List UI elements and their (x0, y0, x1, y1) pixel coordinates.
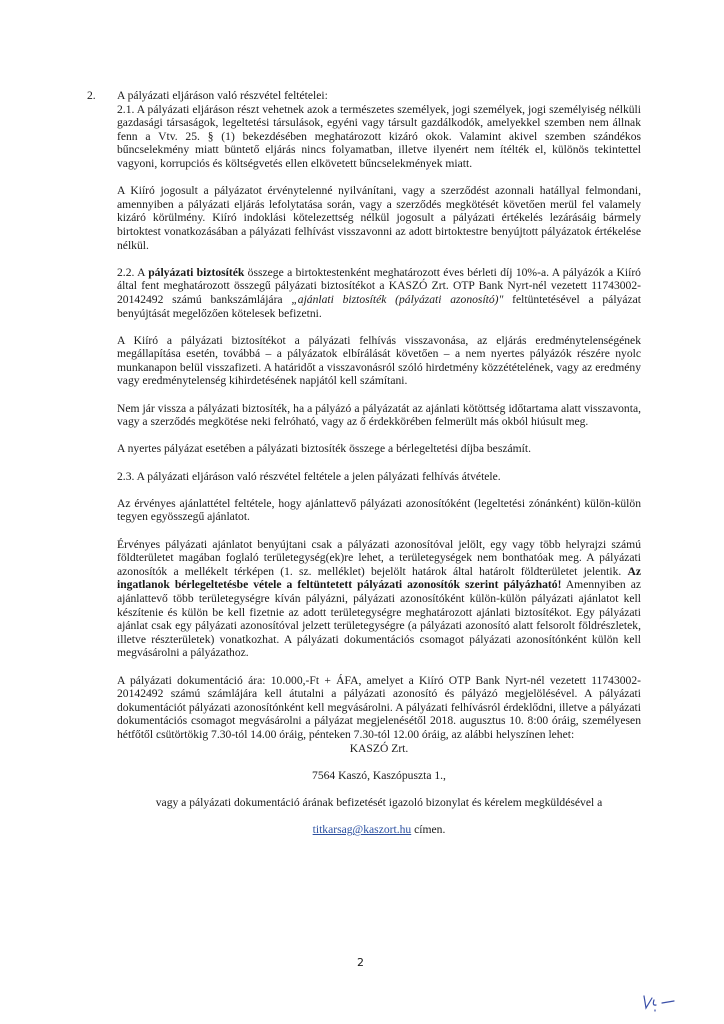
p22-middle: összege a birtoktestenként meghatározott éves bérleti díj 10%-a. A pályázók a Kiíró által fent meghatározott összegű pályázati biztosítékot a KASZÓ Zrt. OTP Bank Nyrt-nél vezetett 11743002-20142492 számú bankszámlájára (117, 265, 641, 306)
address-alt-text: vagy a pályázati dokumentáció árának befizetését igazoló bizonylat és kérelem megküldésével a (155, 795, 603, 809)
email-link[interactable]: titkarsag@kaszort.hu (312, 823, 412, 837)
email-suffix: címen. (411, 823, 446, 837)
page-number: 2 (357, 956, 364, 969)
p22-suffix: feltüntetésével a pályázat benyújtását megelőzően kötelesek befizetni. (117, 292, 642, 320)
address-street: 7564 Kaszó, Kaszópuszta 1., (312, 768, 446, 782)
p22-prefix: 2.2. A (117, 265, 149, 279)
paragraph-ervenyes-ajanlat (117, 538, 641, 660)
paragraph-nem-jar-vissza: Nem jár vissza a pályázati biztosíték, ha a pályázó a pályázatát az ajánlati kötöttség időtartama alatt visszavonta, vagy a szerződés megkötése neki felróható, vagy az ő érdekkörében felmerült más okból hiúsult meg. (117, 401, 641, 429)
address-email-line (117, 823, 641, 837)
paragraph-dokumentacio: A pályázati dokumentáció ára: 10.000,-Ft + ÁFA, amelyet a Kiíró OTP Bank Nyrt-nél vezetett 11743002-20142492 számú számlájára kell átutalni a pályázati azonosító és pályázó megjelölésével. A pályázati dokumentációt pályázati azonosítónként kell megvásárolni. A pályázati felhívásról érdeklődni, illetve a pályázati dokumentációs csomagot megvásárolni a pályázat megjelenésétől 2018. augusztus 10. 8:00 óráig, személyesen hétfőtől csütörtökig 7.30-tól 14.00 óráig, pénteken 7.30-tól 12.00 óráig, az alábbi helyszínen lehet: (117, 673, 641, 741)
paragraph-2-2 (117, 266, 641, 320)
ervenyes-part1: Érvényes pályázati ajánlatot benyújtani csak a pályázati azonosítóval jelölt, egy vagy több helyrajzi számú földterületet magában foglaló területegység(ek)re lehet, a területegységek nem bonthatóak meg. A pályázati azonosítók a mellékelt térképen (1. sz. melléklet) bejelölt határok által határolt földterületet jelentik. (117, 537, 641, 578)
ervenyes-part2: Amennyiben az ajánlattevő több területegységre kíván pályázni, pályázati azonosítóként külön-külön pályázati ajánlatot kell készítenie és külön be kell fizetnie az adott területegységre meghatározott ajánlati biztosítékot. Egy pályázati ajánlat csak egy pályázati azonosítóval jelzett területegységre (a pályázati azonosító alatt felsorolt földrészletek, illetve részterületek) vonatkozhat. A pályázati dokumentációs csomagot pályázati azonosítónként külön kell megvásárolni a pályázathoz. (117, 578, 641, 660)
section-number: 2. (87, 89, 96, 102)
signature-initials-icon (640, 990, 690, 1014)
p22-bold-term: pályázati biztosíték (148, 265, 245, 279)
section-title: A pályázati eljáráson való részvétel feltételei: (117, 89, 328, 102)
paragraph-visszafizet: A Kiíró a pályázati biztosítékot a pályázati felhívás visszavonása, az eljárás eredménytelenségének megállapítása esetén, továbbá – a pályázatok elbírálását követően – a nem nyertes pályázók részére nyolc munkanapon belül visszafizeti. A határidőt a visszavonásról szóló hirdetmény közzétételének, vagy az eredmény vagy eredménytelenség kihirdetésének napjától kell számítani. (117, 333, 641, 388)
paragraph-kiiro-jogosult: A Kiíró jogosult a pályázatot érvénytelenné nyilvánítani, vagy a szerződést azonnali hatállyal felmondani, amennyiben a pályázati eljárás lefolytatása során, vagy a szerződés megkötését követően merül fel valamely kizáró körülmény. Kiíró indoklási kötelezettség nélkül jogosult a pályázati értékelés lezárásáig bármely birtoktest vonatkozásában a pályázati felhívást visszavonni az adott birtoktestre benyújtott pályázatok értékelése nélkül. (117, 184, 641, 252)
paragraph-nyertes: A nyertes pályázat esetében a pályázati biztosíték összege a bérlegeltetési díjba beszámít. (117, 442, 531, 456)
paragraph-2-1: 2.1. A pályázati eljáráson részt vehetnek azok a természetes személyek, jogi személyek, jogi személyiség nélküli gazdasági társaságok, legeltetési társulások, egyéni vagy társult gazdálkodók, amelyekkel szemben nem állnak fenn a Vtv. 25. § (1) bekezdésében meghatározott kizáró okok. Valamint akivel szemben szándékos bűncselekmény miatt büntető eljárás nincs folyamatban, illetve ilyenért nem ítélték el, különös tekintettel vagyoni, korrupciós és költségvetés ellen elkövetett bűncselekmények miatt. (117, 102, 641, 170)
p22-italic-label: „ajánlati biztosíték (pályázati azonosító)" (291, 292, 504, 306)
paragraph-ervenyes-ajanlattetel: Az érvényes ajánlattétel feltétele, hogy ajánlattevő pályázati azonosítóként (legeltetési zónánként) külön-külön tegyen egyösszegű ajánlatot. (117, 496, 641, 524)
paragraph-2-3: 2.3. A pályázati eljáráson való részvétel feltétele a jelen pályázati felhívás átvétele. (117, 469, 501, 483)
address-company: KASZÓ Zrt. (349, 741, 409, 755)
document-body (117, 89, 641, 850)
ervenyes-bold-notice: Az ingatlanok bérlegeltetésbe vétele a feltüntetett pályázati azonosítók szerint pályázható! (117, 564, 641, 592)
